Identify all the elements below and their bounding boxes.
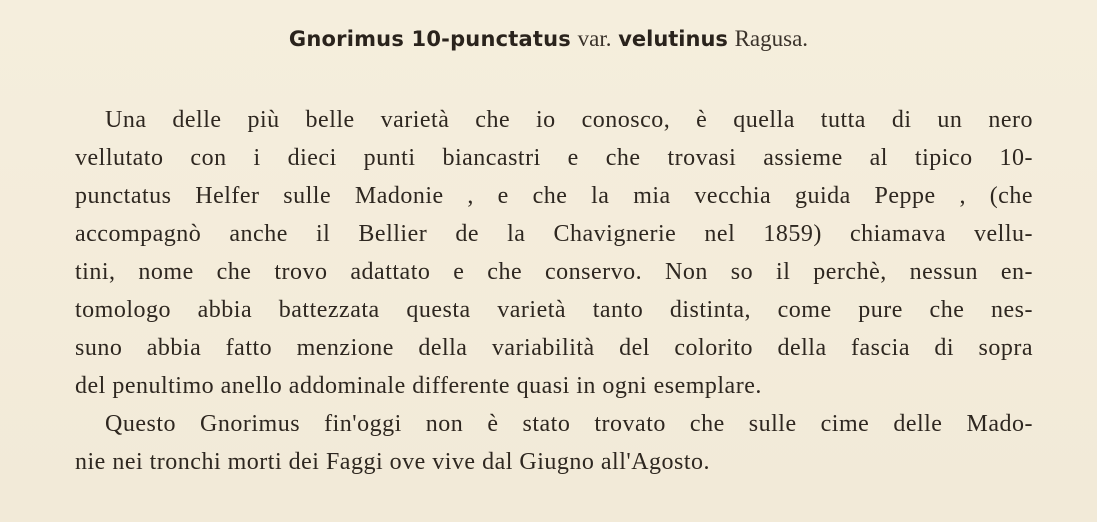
paragraph-description (75, 101, 1033, 405)
text-line: punctatus Helfer sulle Madonie , e che la mia vecchia guida Peppe , (che (75, 183, 1033, 209)
variety-name: velutinus (618, 27, 728, 51)
species-name: Gnorimus 10-punctatus (288, 27, 571, 51)
author-name: Ragusa. (734, 26, 809, 51)
text-line: vellutato con i dieci punti biancastri e che trovasi assieme al tipico 10- (75, 145, 1033, 171)
text-line: tomologo abbia battezzata questa varietà tanto distinta, come pure che nes- (75, 297, 1033, 323)
text-line: accompagnò anche il Bellier de la Chavignerie nel 1859) chiamava vellu- (75, 221, 1033, 247)
section-heading (0, 26, 1097, 52)
text-line: Questo Gnorimus fin'oggi non è stato trovato che sulle cime delle Mado- (105, 411, 1033, 437)
paragraph-habitat (75, 405, 1033, 481)
text-line: Una delle più belle varietà che io conosco, è quella tutta di un nero (105, 107, 1033, 133)
variety-label: var. (577, 26, 612, 51)
text-line: suno abbia fatto menzione della variabilità del colorito della fascia di sopra (75, 335, 1033, 361)
text-line: nie nei tronchi morti dei Faggi ove vive dal Giugno all'Agosto. (75, 449, 711, 475)
text-line: del penultimo anello addominale differente quasi in ogni esemplare. (75, 373, 762, 399)
text-line: tini, nome che trovo adattato e che conservo. Non so il perchè, nessun en- (75, 259, 1033, 285)
